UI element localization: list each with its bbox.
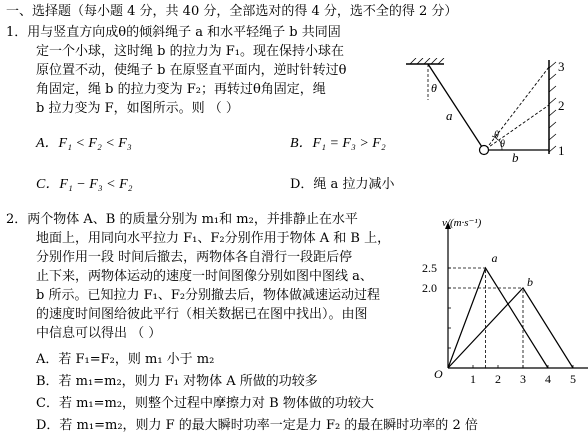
q1-mark-3: 3 [558, 59, 565, 74]
q1-rope-figure [402, 58, 588, 176]
q1-option-d[interactable]: D．绳 a 拉力减小 [290, 177, 395, 192]
q1-rope-b-label: b [512, 150, 519, 165]
q1-line-4: 角固定，绳 b 的拉力变为 F₂；再转过θ角固定，绳 [36, 82, 326, 97]
q1-mark-1: 1 [558, 143, 565, 158]
series-label-b: b [527, 275, 533, 289]
y-axis-label: v/(m·s⁻¹) [442, 217, 482, 229]
y-tick-label: 2.5 [422, 261, 437, 275]
q1-option-b[interactable]: B．F₁ = F₃ > F₂ [290, 136, 386, 151]
q2-line-7: 中信息可以得出 （ ） [36, 326, 162, 341]
q1-line-2: 定一个小球，这时绳 b 的拉力为 F₁。现在保持小球在 [36, 44, 344, 59]
q1-theta-small-label: θ [494, 130, 499, 141]
x-tick-label: 2 [495, 372, 501, 386]
q1-line-5: b 拉力变为 F，如图所示。则 （ ） [36, 101, 239, 116]
q2-line-3: 分别作用一段 时间后撤去，两物体各自滑行一段距后停 [36, 250, 353, 265]
x-tick-label: 5 [570, 372, 576, 386]
q2-option-b[interactable]: B．若 m₁=m₂，则力 F₁ 对物体 A 所做的功较多 [36, 374, 318, 389]
y-tick-label: 2.0 [422, 281, 437, 295]
q1-option-c[interactable]: C．F₁ − F₃ < F₂ [36, 177, 133, 192]
q2-option-a[interactable]: A．若 F₁=F₂，则 m₁ 小于 m₂ [36, 352, 215, 367]
x-tick-label: 4 [545, 372, 551, 386]
series-line-b [448, 288, 573, 368]
q2-velocity-time-chart [418, 210, 588, 388]
q2-line-4: 止下来，两物体运动的速度一时间图像分别如图中图线 a、 [36, 269, 373, 284]
q2-option-c[interactable]: C．若 m₁=m₂，则整个过程中摩擦力对 B 物体做的功较大 [36, 396, 374, 411]
q1-line-3: 原位置不动，使绳子 b 在原竖直平面内，逆时针转过θ [36, 63, 347, 78]
q1-option-a[interactable]: A．F₁ < F₂ < F₃ [36, 136, 132, 151]
q2-line-5: b 所示。已知拉力 F₁、F₂分别撤去后，物体做减速运动过程 [36, 288, 381, 303]
q1-rope-a-label: a [446, 108, 453, 123]
q1-theta-label: θ [431, 81, 437, 95]
q2-line-2: 地面上，用同向水平拉力 F₁、F₂分别作用于物体 A 和 B 上， [36, 231, 391, 246]
q1-mark-2: 2 [558, 98, 565, 113]
q1-theta-small-label-2: θ [500, 139, 505, 150]
q2-line-1: 2．两个物体 A、B 的质量分别为 m₁和 m₂，并排静止在水平 [6, 212, 358, 227]
x-tick-label: 1 [470, 372, 476, 386]
series-label-a: a [491, 251, 498, 265]
series-line-a [448, 268, 548, 368]
q1-line-1: 1．用与竖直方向成θ的倾斜绳子 a 和水平轻绳子 b 共同固 [6, 25, 341, 40]
q2-line-6: 的速度时间图给彼此平行（相关数据已在图中找出）。由图 [36, 307, 368, 322]
q2-option-d[interactable]: D．若 m₁=m₂，则力 F 的最大瞬时功率一定是力 F₂ 的最在瞬时功率的 2 倍 [36, 418, 478, 433]
origin-label: O [434, 367, 443, 381]
section-heading: 一、选择题（每小题 4 分，共 40 分，全部选对的得 4 分，选不全的得 2 分） [6, 4, 458, 19]
x-tick-label: 3 [520, 372, 526, 386]
